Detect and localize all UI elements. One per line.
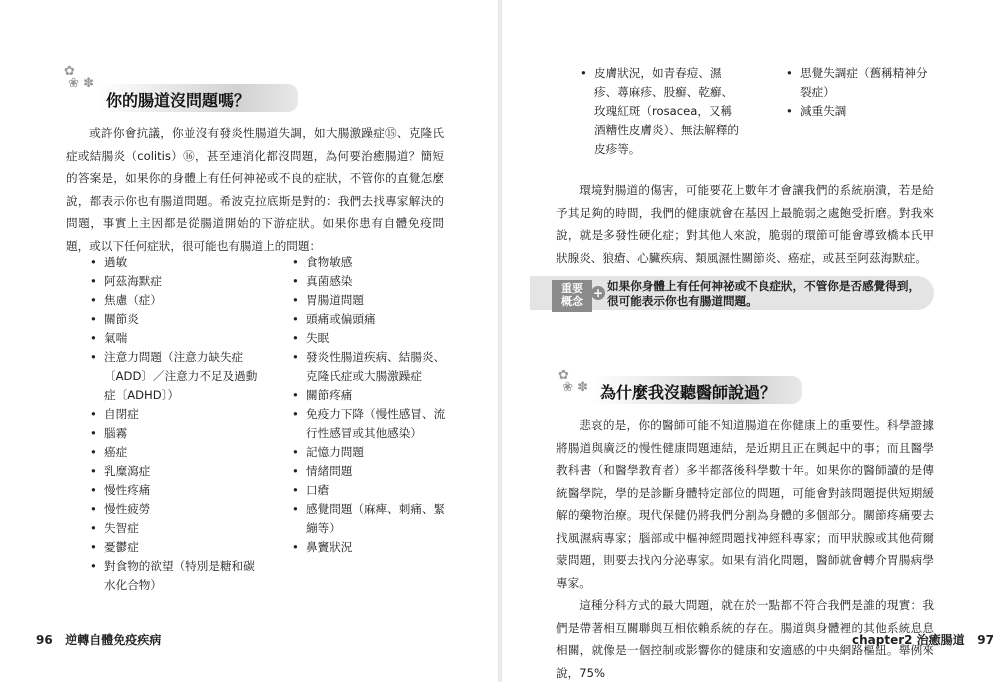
book-title: 逆轉自體免疫疾病 [65, 633, 162, 647]
plus-icon: + [592, 286, 604, 300]
list-item: • 情緒問題 [292, 462, 452, 481]
right-paragraph-1 [556, 179, 934, 269]
list-item: • 思覺失調症（舊稱精神分裂症） [786, 64, 936, 102]
list-item: • 慢性疲勞 [90, 500, 262, 519]
list-item: • 氣喘 [90, 329, 262, 348]
list-item: • 腦霧 [90, 424, 262, 443]
list-item: • 關節炎 [90, 310, 262, 329]
list-item: • 鼻竇狀況 [292, 538, 452, 557]
list-item: • 過敏 [90, 253, 262, 272]
list-item: • 口瘡 [292, 481, 452, 500]
list-item: • 慢性疼痛 [90, 481, 262, 500]
list-item: • 乳糜瀉症 [90, 462, 262, 481]
list-item: • 注意力問題（注意力缺失症〔ADD〕／注意力不足及過動症〔ADHD〕） [90, 348, 262, 405]
left-heading: 你的腸道沒問題嗎？ [106, 91, 251, 110]
list-item: • 對食物的欲望（特別是糖和碳水化合物） [90, 557, 262, 595]
key-concept-text: 如果你身體上有任何神祕或不良症狀，不管你是否感覺得到，很可能表示你也有腸道問題。 [607, 279, 921, 308]
page-number: 97 [977, 633, 994, 647]
symptom-list-b [786, 64, 936, 121]
key-label-line-1: 重要 [561, 282, 583, 295]
list-item: • 阿茲海默症 [90, 272, 262, 291]
right-paragraph-1-text: 環境對腸道的傷害，可能要花上數年才會讓我們的系統崩潰，若是給予其足夠的時間，我們的健康就會在基因上最脆弱之處飽受折磨。對我來說，就是多發性硬化症；對其他人來說，脆弱的環節可能會導致橋本氏甲狀腺炎、狼瘡、心臟疾病、類風濕性關節炎、癌症，或甚至阿茲海默症。 [556, 183, 934, 265]
list-item: • 頭痛或偏頭痛 [292, 310, 452, 329]
symptom-list-a [580, 64, 740, 159]
list-item: • 減重失調 [786, 102, 936, 121]
key-concept-label [552, 280, 592, 312]
list-item: • 發炎性腸道疾病、結腸炎、克隆氏症或大腸激躁症 [292, 348, 452, 386]
left-paragraph [66, 122, 444, 257]
flower-ornament-icon: ✿ ❀ ✽ [64, 64, 95, 91]
left-paragraph-text: 或許你會抗議，你並沒有發炎性腸道失調，如大腸激躁症⑮、克隆氏症或結腸炎（colitis）⑯，甚至連消化都沒問題，為何要治癒腸道？簡短的答案是，如果你的身體上有任何神祕或不良的症狀，不管你的直覺怎麼說，都表示你也有腸道問題。希波克拉底斯是對的：我們去找專家解決的問題，事實上主因都是從腸道開始的下游症狀。如果你患有自體免疫問題，或以下任何症狀，很可能也有腸道上的問題： [66, 126, 444, 253]
list-item: • 皮膚狀況，如青春痘、濕疹、蕁麻疹、股癬、乾癬、玫瑰紅斑（rosacea，又稱酒糟性皮膚炎）、無法解釋的皮疹等。 [580, 64, 740, 159]
chapter-title: chapter2 治癒腸道 [852, 633, 965, 647]
right-heading: 為什麼我沒聽醫師說過？ [600, 383, 777, 402]
symptom-list-2 [292, 253, 452, 557]
key-label-line-2: 概念 [561, 295, 583, 308]
book-spine [498, 0, 502, 682]
list-item: • 失眠 [292, 329, 452, 348]
right-footer [852, 631, 994, 648]
right-paragraph-3-text: 這種分科方式的最大問題，就在於一點都不符合我們是誰的現實：我們是帶著相互關聯與互相依賴系統的存在。腸道與身體裡的其他系統息息相關，就像是一個控制或影響你的健康和安適感的中央網路樞紐。舉例來說，75% [556, 598, 934, 680]
right-paragraph-2-text: 悲哀的是，你的醫師可能不知道腸道在你健康上的重要性。科學證據將腸道與廣泛的慢性健康問題連結，是近期且正在興起中的事；而且醫學教科書（和醫學教育者）多半都落後科學數十年。如果你的醫師讀的是傳統醫學院，學的是診斷身體特定部位的問題，可能會對該問題提供短期緩解的藥物治療。現代保健仍將我們分割為身體的多個部分。關節疼痛要去找風濕病專家；腦部或中樞神經問題找神經科專家；而甲狀腺或其他荷爾蒙問題，則要去找內分泌專家。如果有消化問題，醫師就會轉介胃腸病學專家。 [556, 418, 934, 590]
flower-ornament-icon: ✿ ❀ ✽ [558, 368, 589, 395]
list-item: • 免疫力下降（慢性感冒、流行性感冒或其他感染） [292, 405, 452, 443]
left-footer [36, 631, 161, 648]
list-item: • 記憶力問題 [292, 443, 452, 462]
list-item: • 癌症 [90, 443, 262, 462]
list-item: • 真菌感染 [292, 272, 452, 291]
list-item: • 自閉症 [90, 405, 262, 424]
page-number: 96 [36, 633, 53, 647]
list-item: • 胃腸道問題 [292, 291, 452, 310]
list-item: • 憂鬱症 [90, 538, 262, 557]
list-item: • 失智症 [90, 519, 262, 538]
list-item: • 焦慮（症） [90, 291, 262, 310]
list-item: • 感覺問題（麻痺、刺痛、緊繃等） [292, 500, 452, 538]
list-item: • 關節疼痛 [292, 386, 452, 405]
list-item: • 食物敏感 [292, 253, 452, 272]
symptom-list-1 [90, 253, 262, 595]
